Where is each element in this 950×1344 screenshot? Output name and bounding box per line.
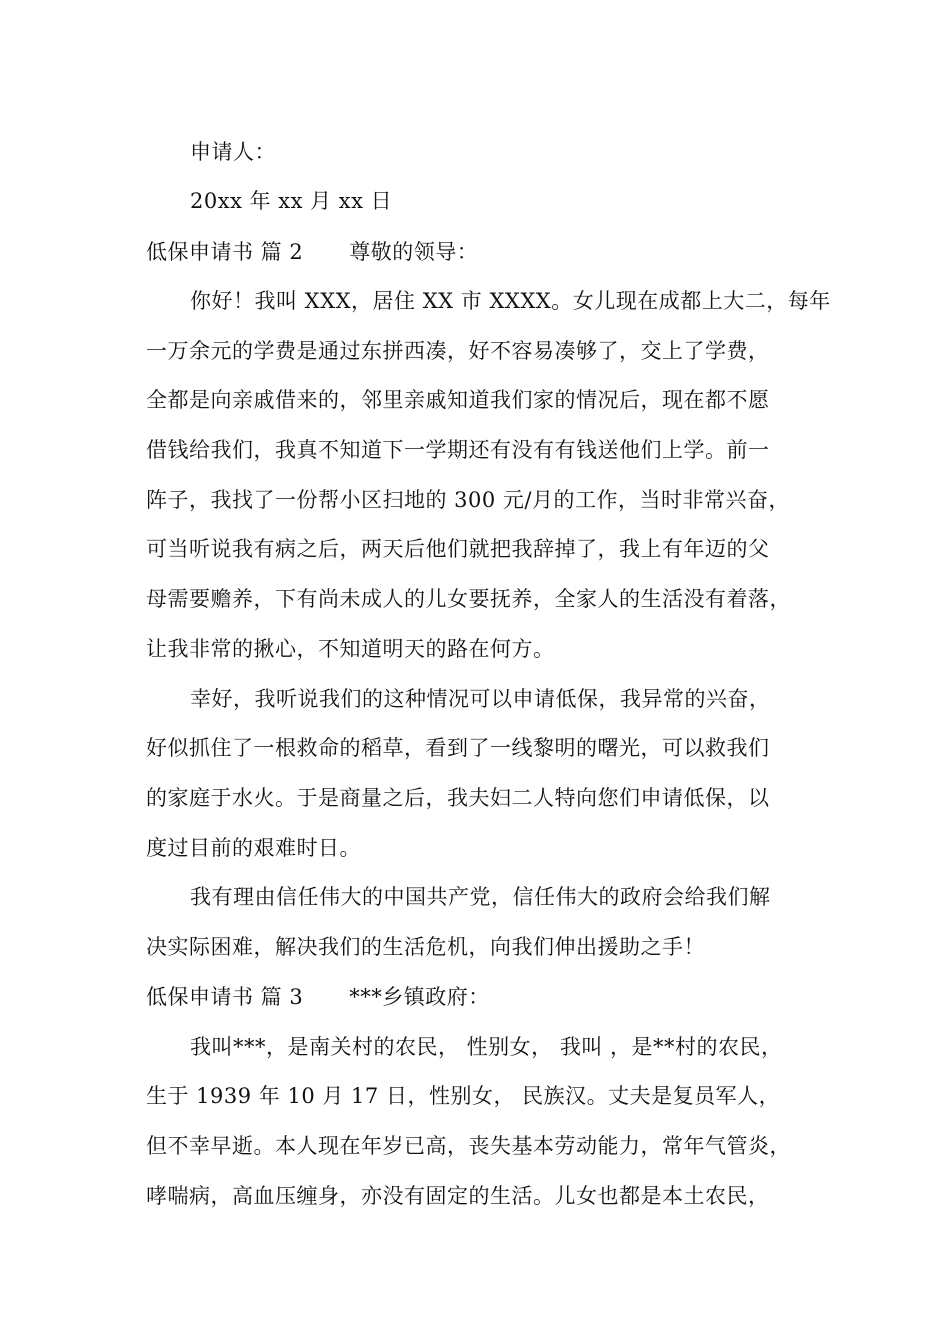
section3-heading: 低保申请书 篇 3 bbox=[146, 985, 304, 1009]
section2-salutation: 尊敬的领导： bbox=[349, 240, 479, 264]
paragraph-line: 但不幸早逝。本人现在年岁已高，丧失基本劳动能力，常年气管炎， bbox=[146, 1134, 791, 1158]
section3-salutation: ***乡镇政府： bbox=[349, 985, 490, 1009]
paragraph-line: 可当听说我有病之后，两天后他们就把我辞掉了，我上有年迈的父 bbox=[146, 537, 770, 561]
section2-heading: 低保申请书 篇 2 bbox=[146, 240, 304, 264]
paragraph-line: 度过目前的艰难时日。 bbox=[146, 836, 361, 860]
paragraph-line: 全都是向亲戚借来的，邻里亲戚知道我们家的情况后，现在都不愿 bbox=[146, 388, 770, 412]
paragraph-line: 幸好，我听说我们的这种情况可以申请低保，我异常的兴奋， bbox=[190, 687, 771, 711]
paragraph-line: 哮喘病，高血压缠身，亦没有固定的生活。儿女也都是本土农民， bbox=[146, 1184, 770, 1208]
paragraph-line: 让我非常的揪心，不知道明天的路在何方。 bbox=[146, 637, 555, 661]
paragraph-line: 的家庭于水火。于是商量之后，我夫妇二人特向您们申请低保，以 bbox=[146, 786, 770, 810]
paragraph-line: 好似抓住了一根救命的稻草，看到了一线黎明的曙光，可以救我们 bbox=[146, 736, 770, 760]
paragraph-line: 阵子，我找了一份帮小区扫地的 300 元/月的工作，当时非常兴奋， bbox=[146, 488, 791, 512]
applicant-label: 申请人： bbox=[190, 140, 276, 164]
paragraph-line: 我有理由信任伟大的中国共产党，信任伟大的政府会给我们解 bbox=[190, 885, 771, 909]
paragraph-line: 我叫***，是南关村的农民， 性别女， 我叫 ，是**村的农民， bbox=[190, 1035, 783, 1059]
paragraph-line: 母需要赡养，下有尚未成人的儿女要抚养，全家人的生活没有着落， bbox=[146, 587, 791, 611]
paragraph-line: 一万余元的学费是通过东拼西凑，好不容易凑够了，交上了学费， bbox=[146, 339, 770, 363]
paragraph-line: 生于 1939 年 10 月 17 日，性别女， 民族汉。丈夫是复员军人， bbox=[146, 1084, 781, 1108]
signature-date: 20xx 年 xx 月 xx 日 bbox=[190, 189, 393, 213]
paragraph-line: 你好！我叫 XXX，居住 XX 市 XXXX。女儿现在成都上大二，每年 bbox=[190, 289, 831, 313]
section3-heading-line bbox=[146, 982, 836, 1012]
section2-heading-line bbox=[146, 237, 836, 267]
paragraph-line: 决实际困难，解决我们的生活危机，向我们伸出援助之手！ bbox=[146, 935, 705, 959]
paragraph-line: 借钱给我们，我真不知道下一学期还有没有有钱送他们上学。前一 bbox=[146, 438, 770, 462]
